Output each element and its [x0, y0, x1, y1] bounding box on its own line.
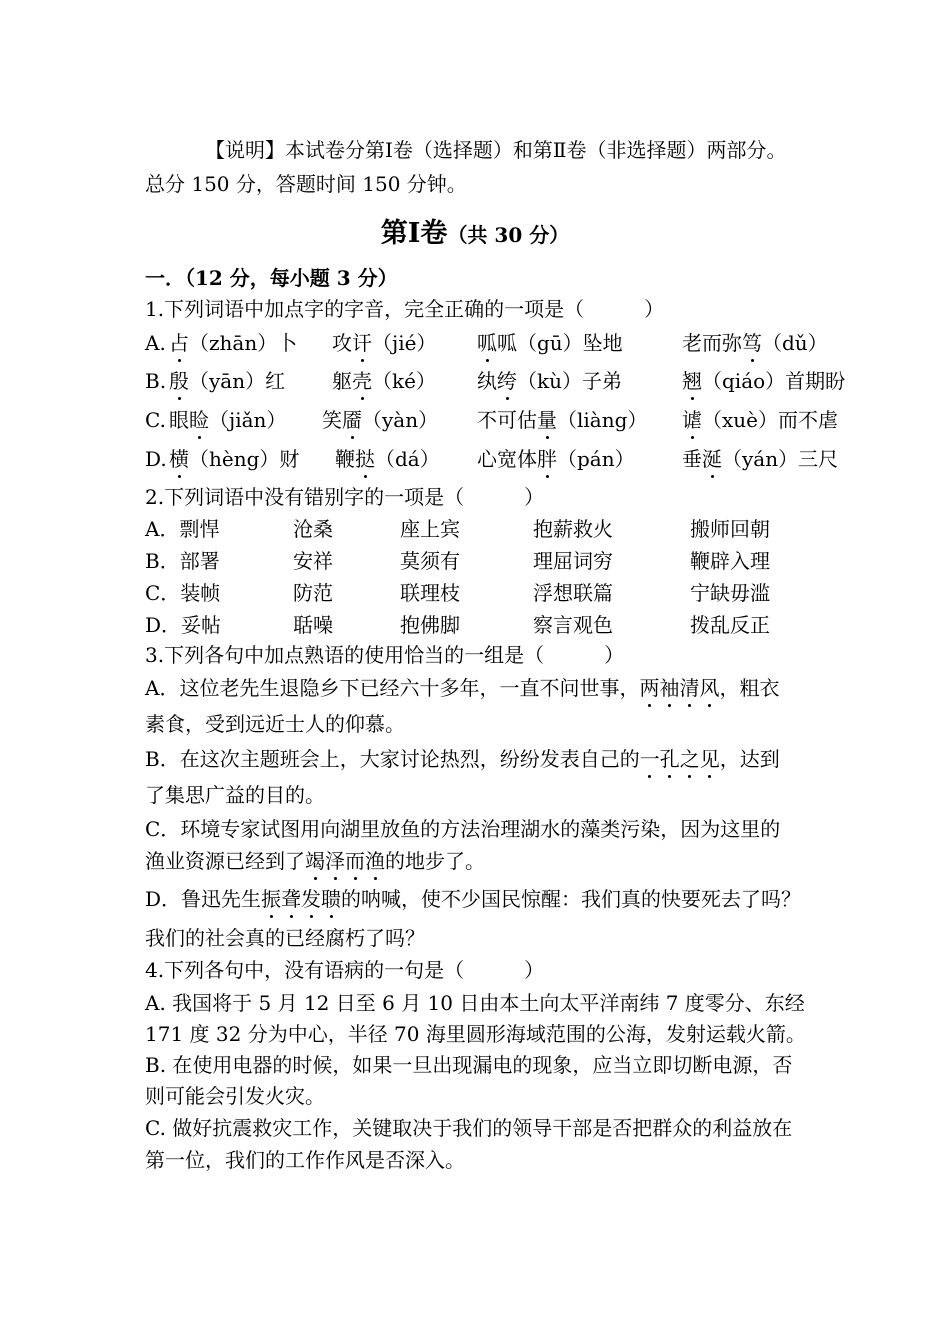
- q2-option-label-word: B．部署: [145, 549, 220, 573]
- dotted-char: 殷: [169, 369, 189, 393]
- q1-option-d: D. 横（hèng）财 鞭挞（dá） 心宽体胖（pán） 垂涎（yán）三尺: [145, 447, 839, 471]
- dotted-char: 振: [261, 887, 282, 911]
- q3-option-a-line2: 素食，受到远近士人的仰慕。: [145, 712, 405, 736]
- q2-word: 安祥: [293, 549, 333, 573]
- dotted-char: 涎: [702, 447, 722, 471]
- q2-word: 沧桑: [293, 517, 333, 541]
- q2-word: 莫须有: [400, 549, 460, 573]
- dotted-char: 占: [169, 331, 189, 355]
- dotted-char: 绔: [497, 369, 517, 393]
- dotted-idiom: [261, 887, 341, 911]
- q2-word: 察言观色: [533, 613, 613, 637]
- dotted-char: 挞: [355, 447, 375, 471]
- dotted-char: 风: [699, 676, 720, 700]
- dotted-char: 孔: [659, 747, 680, 771]
- dotted-char: 壳: [352, 369, 372, 393]
- dotted-char: 清: [679, 676, 700, 700]
- dotted-char: 泽: [325, 849, 345, 873]
- dotted-char: 笃: [742, 331, 762, 355]
- q1-a-label: A.: [145, 331, 166, 355]
- q3-stem: 3.下列各句中加点熟语的使用恰当的一组是（ ）: [145, 643, 625, 667]
- q1-d-label: D.: [145, 447, 167, 471]
- dotted-char: 翘: [682, 369, 702, 393]
- dotted-char: 胖: [537, 447, 557, 471]
- q1-b-label: B.: [145, 369, 167, 393]
- q2-option-row: [145, 580, 905, 606]
- q2-word: 聒噪: [293, 613, 333, 637]
- q3-option-d-line1: D．鲁迅先生振聋发聩的呐喊，使不少国民惊醒：我们真的快要死去了吗？: [145, 887, 802, 911]
- q3-option-c-line1: C．环境专家试图用向湖里放鱼的方法治理湖水的藻类污染，因为这里的: [145, 817, 781, 841]
- q1-stem: 1.下列词语中加点字的字音，完全正确的一项是（ ）: [145, 297, 665, 321]
- q4-option-b-line1: B. 在使用电器的时候，如果一旦出现漏电的现象，应当立即切断电源，否: [145, 1053, 793, 1077]
- dotted-char: 横: [169, 447, 189, 471]
- dotted-char: 发: [301, 887, 322, 911]
- q3-option-a-line1: A．这位老先生退隐乡下已经六十多年，一直不问世事，两袖清风，粗衣: [145, 676, 780, 700]
- q2-option-label-word: C．装帧: [145, 581, 221, 605]
- q2-word: 鞭辟入理: [690, 549, 770, 573]
- q2-option-row: [145, 516, 905, 542]
- q2-word: 抱薪救火: [533, 517, 613, 541]
- dotted-char: 一: [639, 747, 660, 771]
- q2-word: 防范: [293, 581, 333, 605]
- dotted-char: 聋: [281, 887, 302, 911]
- q2-word: 拨乱反正: [690, 613, 770, 637]
- dotted-idiom: [305, 849, 385, 873]
- q2-word: 座上宾: [400, 517, 460, 541]
- volume-title-sub: （共 30 分）: [447, 223, 570, 247]
- q4-stem: 4.下列各句中，没有语病的一句是（ ）: [145, 958, 545, 982]
- q2-option-label-word: D．妥帖: [145, 613, 222, 637]
- q4-option-b-line2: 则可能会引发火灾。: [145, 1084, 325, 1108]
- q3-option-c-line2: 渔业资源已经到了竭泽而渔的地步了。: [145, 849, 485, 873]
- dotted-char: 讦: [352, 331, 372, 355]
- intro-line-2: 总分 150 分，答题时间 150 分钟。: [145, 172, 467, 196]
- q4-option-c-line2: 第一位，我们的工作作风是否深入。: [145, 1148, 465, 1172]
- q4-option-a-line2: 171 度 32 分为中心，半径 70 海里圆形海域范围的公海，发射运载火箭。: [145, 1022, 806, 1046]
- volume-title: [0, 216, 950, 253]
- dotted-char: 之: [679, 747, 700, 771]
- q4-option-c-line1: C. 做好抗震救灾工作，关键取决于我们的领导干部是否把群众的利益放在: [145, 1116, 793, 1140]
- intro-line-1: 【说明】本试卷分第Ⅰ卷（选择题）和第Ⅱ卷（非选择题）两部分。: [205, 138, 787, 162]
- q2-word: 联理枝: [400, 581, 460, 605]
- dotted-char: 谑: [682, 408, 702, 432]
- dotted-idiom: [640, 747, 720, 771]
- q2-word: 宁缺毋滥: [690, 581, 770, 605]
- q3-option-d-line2: 我们的社会真的已经腐朽了吗？: [145, 926, 425, 950]
- dotted-char: 见: [699, 747, 720, 771]
- dotted-char: 聩: [321, 887, 342, 911]
- dotted-char: 两: [639, 676, 660, 700]
- q1-option-a: A. 占（zhān）卜 攻讦（jié） 呱呱（gū）坠地 老而弥笃（dǔ）: [145, 331, 828, 355]
- q3-option-b-line2: 了集思广益的目的。: [145, 783, 325, 807]
- q2-option-label-word: A．剽悍: [145, 517, 220, 541]
- q2-word: 抱佛脚: [400, 613, 460, 637]
- q1-option-c: C. 眼睑（jiǎn） 笑靥（yàn） 不可估量（liàng） 谑（xuè）而不虐: [145, 408, 838, 432]
- dotted-char: 竭: [305, 849, 325, 873]
- q2-word: 搬师回朝: [690, 517, 770, 541]
- q2-word: 理屈词穷: [533, 549, 613, 573]
- q2-option-row: [145, 548, 905, 574]
- q4-option-a-line1: A. 我国将于 5 月 12 日至 6 月 10 日由本土向太平洋南纬 7 度零分、东经: [145, 991, 805, 1015]
- dotted-char: 呱: [477, 331, 497, 355]
- q1-c-label: C.: [145, 408, 166, 432]
- dotted-char: 渔: [365, 849, 385, 873]
- dotted-char: 靥: [342, 408, 362, 432]
- dotted-char: 量: [537, 408, 557, 432]
- dotted-idiom: [639, 676, 719, 700]
- dotted-char: 袖: [659, 676, 680, 700]
- dotted-char: 睑: [189, 408, 209, 432]
- volume-title-main: 第Ⅰ卷: [380, 218, 448, 249]
- dotted-char: 而: [345, 849, 365, 873]
- section-heading: 一．（12 分，每小题 3 分）: [145, 266, 398, 290]
- q2-stem: 2.下列词语中没有错别字的一项是（ ）: [145, 485, 545, 509]
- q2-option-row: [145, 612, 905, 638]
- q1-option-b: B. 殷（yān）红 躯壳（ké） 纨绔（kù）子弟 翘（qiáo）首期盼: [145, 369, 846, 393]
- q3-option-b-line1: B．在这次主题班会上，大家讨论热烈，纷纷发表自己的一孔之见，达到: [145, 747, 780, 771]
- q2-word: 浮想联篇: [533, 581, 613, 605]
